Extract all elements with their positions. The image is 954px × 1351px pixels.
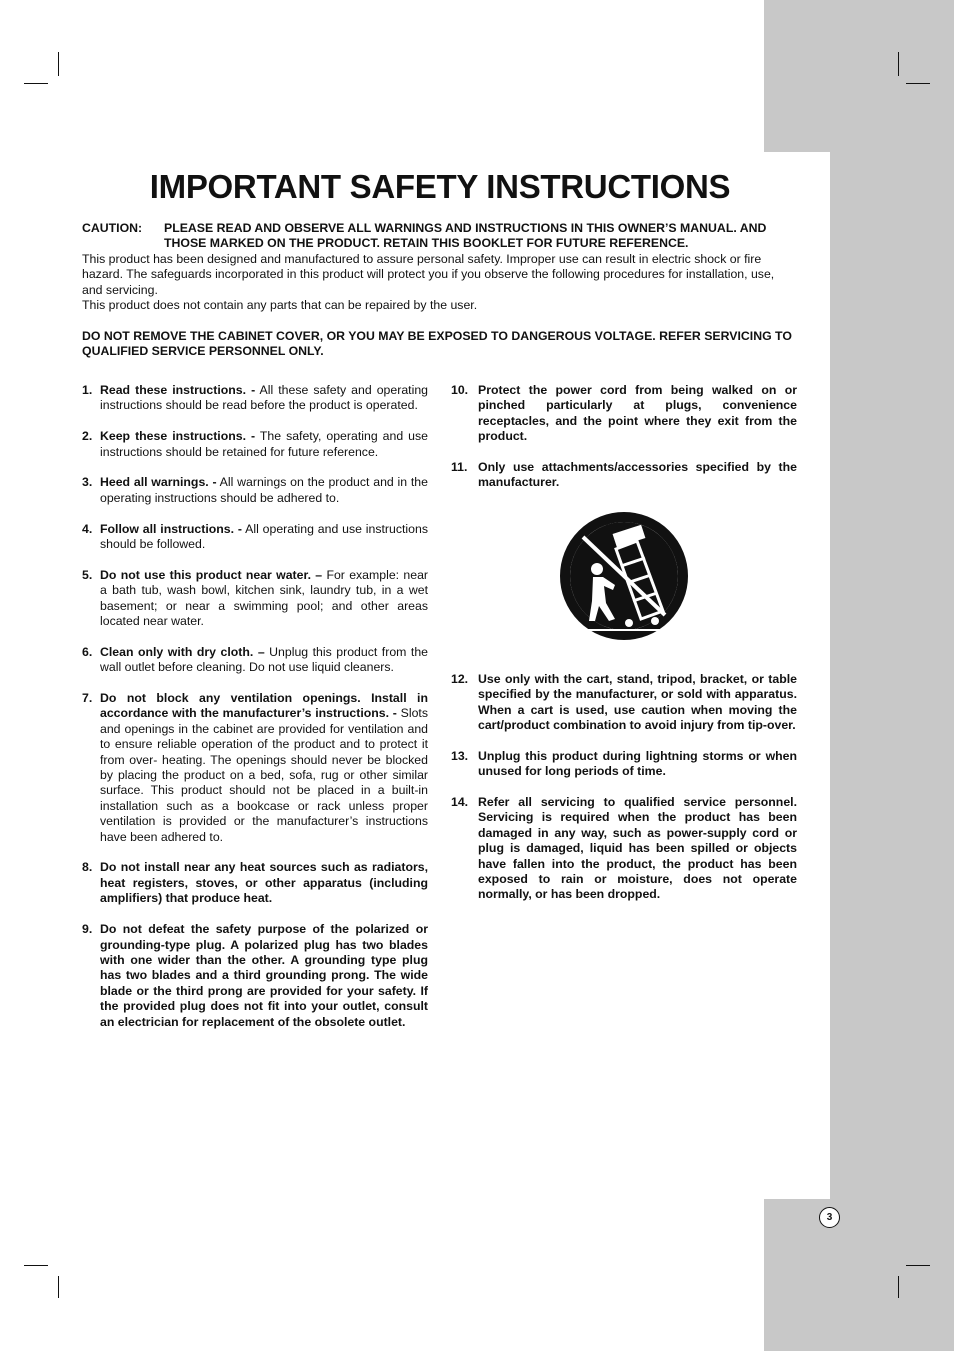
sidebar-margin [830,152,954,1199]
list-item [82,383,428,414]
list-item [451,795,797,903]
item-text: All operating and use instructions should be followed. [100,521,428,552]
list-item [451,383,797,445]
item-number: 1. [82,383,93,397]
no-cart-tip-over-icon [559,511,689,641]
instructions-right-column [451,383,797,918]
item-number: 12. [451,671,469,686]
item-text: All these safety and operating instructions should be read before the product is operated. [100,383,428,413]
page-number: 3 [819,1207,840,1228]
list-item [82,691,428,845]
item-number: 5. [82,567,93,582]
item-number: 2. [82,429,93,444]
item-heading: Use only with the cart, stand, tripod, bracket, or table specified by the manufacturer, or sold with apparatus. When a cart is used, use caution when moving the cart/product combination to avoid injury from tip-over. [478,671,797,733]
item-number: 7. [82,691,93,706]
item-text: Slots and openings in the cabinet are provided for ventilation and to ensure reliable operation of the product and to protect it from over- heating. The openings should never be blocked by placing the product on a bed, sofa, rug or other similar surface. This product should not be placed in a built-in installation such as a bookcase or rack unless proper ventilation is provided or the manufacturer’s instructions have been adhered to. [100,706,428,844]
item-number: 14. [451,795,469,810]
item-number: 6. [82,644,93,659]
item-text: The safety, operating and use instructions should be retained for future reference. [100,429,429,459]
intro-paragraph: This product does not contain any parts that can be repaired by the user. [82,298,478,313]
list-item [451,672,797,734]
list-item [82,429,428,460]
item-heading: Do not block any ventilation openings. Install in accordance with the manufacturer’s instructions. - [100,691,428,721]
item-heading: Keep these instructions. - [100,429,256,444]
page-title: IMPORTANT SAFETY INSTRUCTIONS [149,168,731,205]
item-heading: Do not defeat the safety purpose of the polarized or grounding-type plug. A polarized plug has two blades with one wider than the other. A grounding type plug has two blades and a third grounding prong. The wide blade or the third prong are provided for your safety. If the provided plug does not fit into your outlet, consult an electrician for replacement of the obsolete outlet. [100,922,428,1029]
caution-block [82,221,798,313]
item-number: 13. [451,748,469,763]
item-number: 8. [82,860,93,875]
list-item [451,460,797,491]
sidebar-top-block [764,0,954,152]
list-item [82,568,428,630]
item-number: 3. [82,475,93,490]
cabinet-warning: DO NOT REMOVE THE CABINET COVER, OR YOU MAY BE EXPOSED TO DANGEROUS VOLTAGE. REFER SERVICING TO QUALIFIED SERVICE PERSONNEL ONLY. [82,329,792,359]
item-text: All warnings on the product and in the operating instructions should be adhered to. [100,475,428,505]
list-item [82,645,428,676]
item-heading: Do not install near any heat sources such as radiators, heat registers, stoves, or other apparatus (including amplifiers) that produce heat. [100,860,428,906]
item-text: Unplug this product from the wall outlet before cleaning. Do not use liquid cleaners. [100,644,428,675]
item-heading: Read these instructions. - [100,383,256,397]
item-heading: Do not use this product near water. – [100,567,323,582]
item-number: 9. [82,922,93,937]
item-heading: Refer all servicing to qualified service personnel. Servicing is required when the product has been damaged in any way, such as power-supply cord or plug is damaged, liquid has been spilled or objects have fallen into the product, the product has been exposed to rain or moisture, does not operate normally, or has been dropped. [478,795,797,902]
caution-text: PLEASE READ AND OBSERVE ALL WARNINGS AND INSTRUCTIONS IN THIS OWNER’S MANUAL. AND THOSE MARKED ON THE PRODUCT. RETAIN THIS BOOKLET FOR FUTURE REFERENCE. [164,221,767,251]
item-heading: Follow all instructions. - [100,521,242,536]
sidebar-bottom-block [764,1199,954,1351]
list-item [451,749,797,780]
item-number: 11. [451,460,468,475]
list-item [82,860,428,906]
item-number: 4. [82,521,93,536]
item-heading: Unplug this product during lightning storms or when unused for long periods of time. [478,748,797,779]
list-item [82,922,428,1030]
item-heading: Heed all warnings. - [100,475,217,490]
intro-text [82,252,798,314]
intro-paragraph: This product has been designed and manufactured to assure personal safety. Improper use can result in electric shock or fire hazard. The safeguards incorporated in this product will protect you if you observe the following procedures for installation, use, and servicing. [82,251,775,297]
item-number: 10. [451,383,469,397]
list-item [82,522,428,553]
item-heading: Only use attachments/accessories specified by the manufacturer. [478,460,797,490]
item-text: For example: near a bath tub, wash bowl, kitchen sink, laundry tub, in a wet basement; or near a swimming pool; and other areas located near water. [100,567,429,629]
item-heading: Clean only with dry cloth. – [100,644,265,659]
item-heading: Protect the power cord from being walked on or pinched particularly at plugs, convenience receptacles, and the point where they exit from the product. [478,383,797,444]
caution-label: CAUTION: [82,221,143,235]
instructions-left-column [82,383,428,1045]
list-item [82,475,428,506]
